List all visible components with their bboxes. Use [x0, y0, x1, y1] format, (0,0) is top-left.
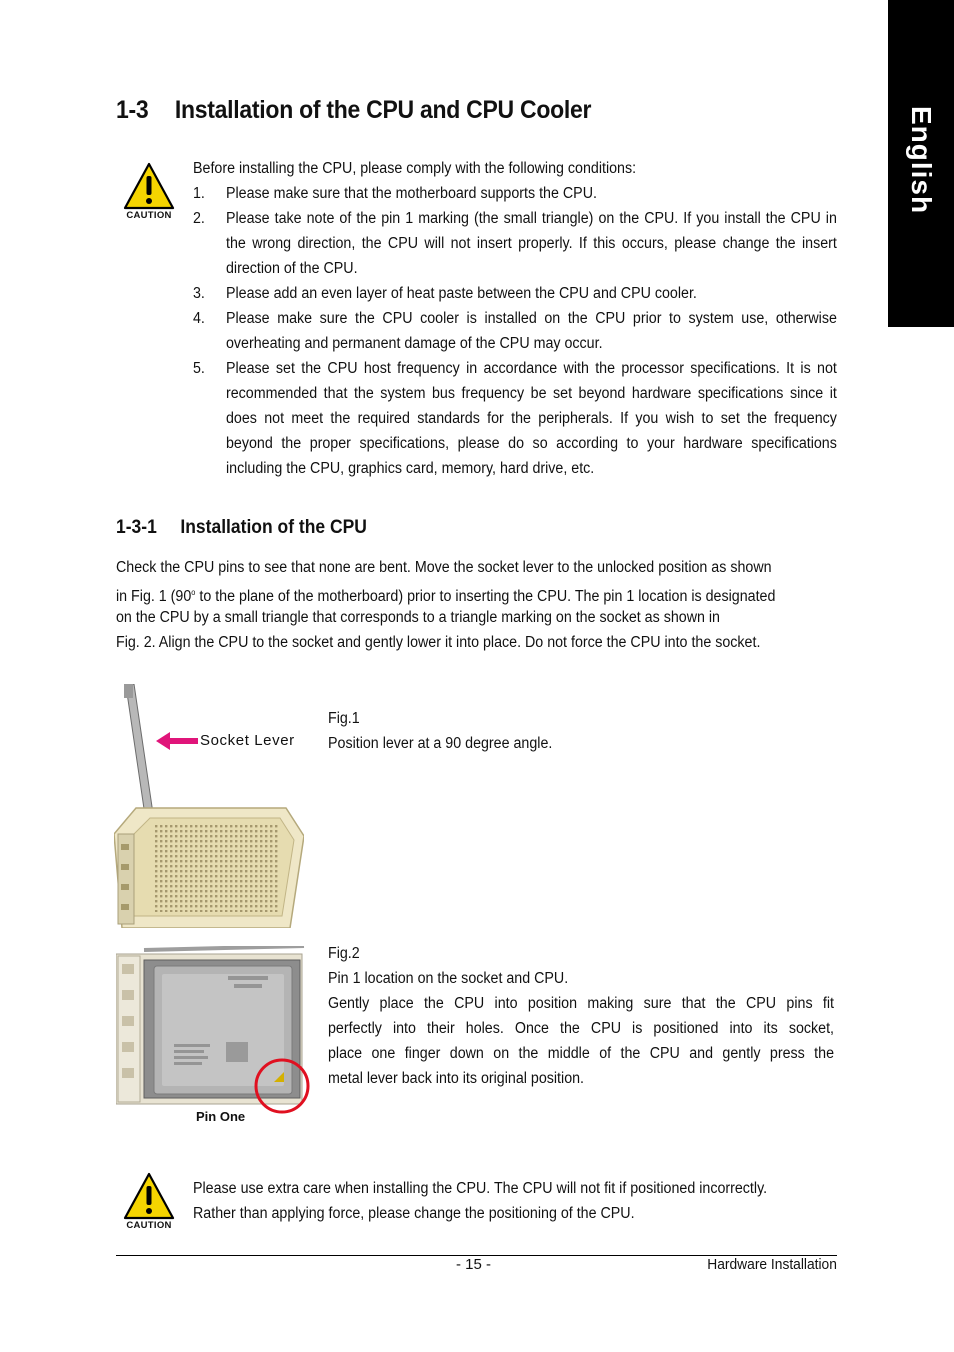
section-title: Installation of the CPU and CPU Cooler [174, 96, 592, 124]
list-item [193, 181, 893, 206]
fig2-desc-line: Gently place the CPU into position making sure that the CPU pins fit [328, 995, 834, 1012]
degree-mark: o [191, 588, 196, 597]
fig2-caption: Pin 1 location on the socket and CPU. [328, 970, 569, 987]
list-item [193, 356, 893, 481]
caution-icon [120, 1171, 178, 1231]
language-tab [888, 0, 954, 327]
body-text: to the plane of the motherboard) prior to inserting the CPU. The pin 1 location is designated [195, 588, 776, 606]
list-number: 5. [193, 360, 205, 377]
footer-title: Hardware Installation [707, 1256, 837, 1273]
warning-triangle-icon [122, 1171, 176, 1221]
subsection-title: Installation of the CPU [180, 517, 367, 538]
list-number: 4. [193, 310, 205, 327]
fig2-label: Fig.2 [328, 945, 360, 962]
subsection-number: 1-3-1 [116, 517, 157, 538]
list-item [193, 281, 893, 306]
list-text: Please set the CPU host frequency in accordance with the processor specifications. It is not recommended that the system bus frequency be set beyond hardware specifications since it does not meet the required standards for the peripherals. If you wish to set the frequency beyond the proper specifications, please do so according to your hardware specifications including the CPU, graphics card, memory, hard drive, etc. [226, 360, 837, 477]
language-tab-label: English [906, 105, 937, 215]
list-number: 3. [193, 285, 205, 302]
body-line: on the CPU by a small triangle that corresponds to a triangle marking on the socket as shown in [116, 609, 720, 626]
list-text: Please make sure the CPU cooler is installed on the CPU prior to system use, otherwise overheating and permanent damage of the CPU may occur. [226, 310, 837, 352]
fig1-label: Fig.1 [328, 710, 360, 727]
caution2-line: Please use extra care when installing the CPU. The CPU will not fit if positioned incorrectly. [193, 1180, 768, 1197]
list-text: Please make sure that the motherboard supports the CPU. [226, 185, 597, 202]
list-item [193, 306, 893, 356]
warning-triangle-icon [122, 161, 176, 211]
list-text: Please add an even layer of heat paste between the CPU and CPU cooler. [226, 285, 697, 302]
list-text: Please take note of the pin 1 marking (the small triangle) on the CPU. If you install the CPU in the wrong direction, the CPU will not insert properly. If this occurs, please change the insert direction of the CPU. [226, 210, 837, 277]
list-number: 1. [193, 185, 205, 202]
caution-intro: Before installing the CPU, please comply with the following conditions: [193, 160, 637, 177]
section-heading [116, 96, 591, 125]
pin-one-label: Pin One [196, 1109, 246, 1124]
caution-label: CAUTION [126, 1220, 172, 1231]
body-line: Check the CPU pins to see that none are bent. Move the socket lever to the unlocked position as shown [116, 559, 772, 576]
socket-lever-label: Socket Lever [200, 732, 295, 749]
subsection-heading [116, 517, 367, 539]
list-item [193, 206, 893, 281]
caution2-line: Rather than applying force, please change the positioning of the CPU. [193, 1205, 635, 1222]
pin-one-circle-icon [253, 1056, 315, 1116]
caution-label: CAUTION [126, 210, 172, 221]
section-number: 1-3 [116, 96, 149, 124]
list-number: 2. [193, 210, 205, 227]
fig2-desc-line: metal lever back into its original position. [328, 1070, 585, 1087]
socket-lever-photo [114, 684, 304, 928]
caution-icon [120, 161, 178, 221]
fig2-desc-line: perfectly into their holes. Once the CPU is positioned into its socket, [328, 1020, 834, 1037]
body-line: Fig. 2. Align the CPU to the socket and gently lower it into place. Do not force the CPU into the socket. [116, 634, 761, 651]
callout-arrow-icon [156, 731, 198, 751]
fig2-desc-line: place one finger down on the middle of the CPU and gently press the [328, 1045, 834, 1062]
page-number: - 15 - [456, 1256, 492, 1273]
fig1-caption: Position lever at a 90 degree angle. [328, 735, 553, 752]
body-text: in Fig. 1 (90 [116, 588, 192, 606]
